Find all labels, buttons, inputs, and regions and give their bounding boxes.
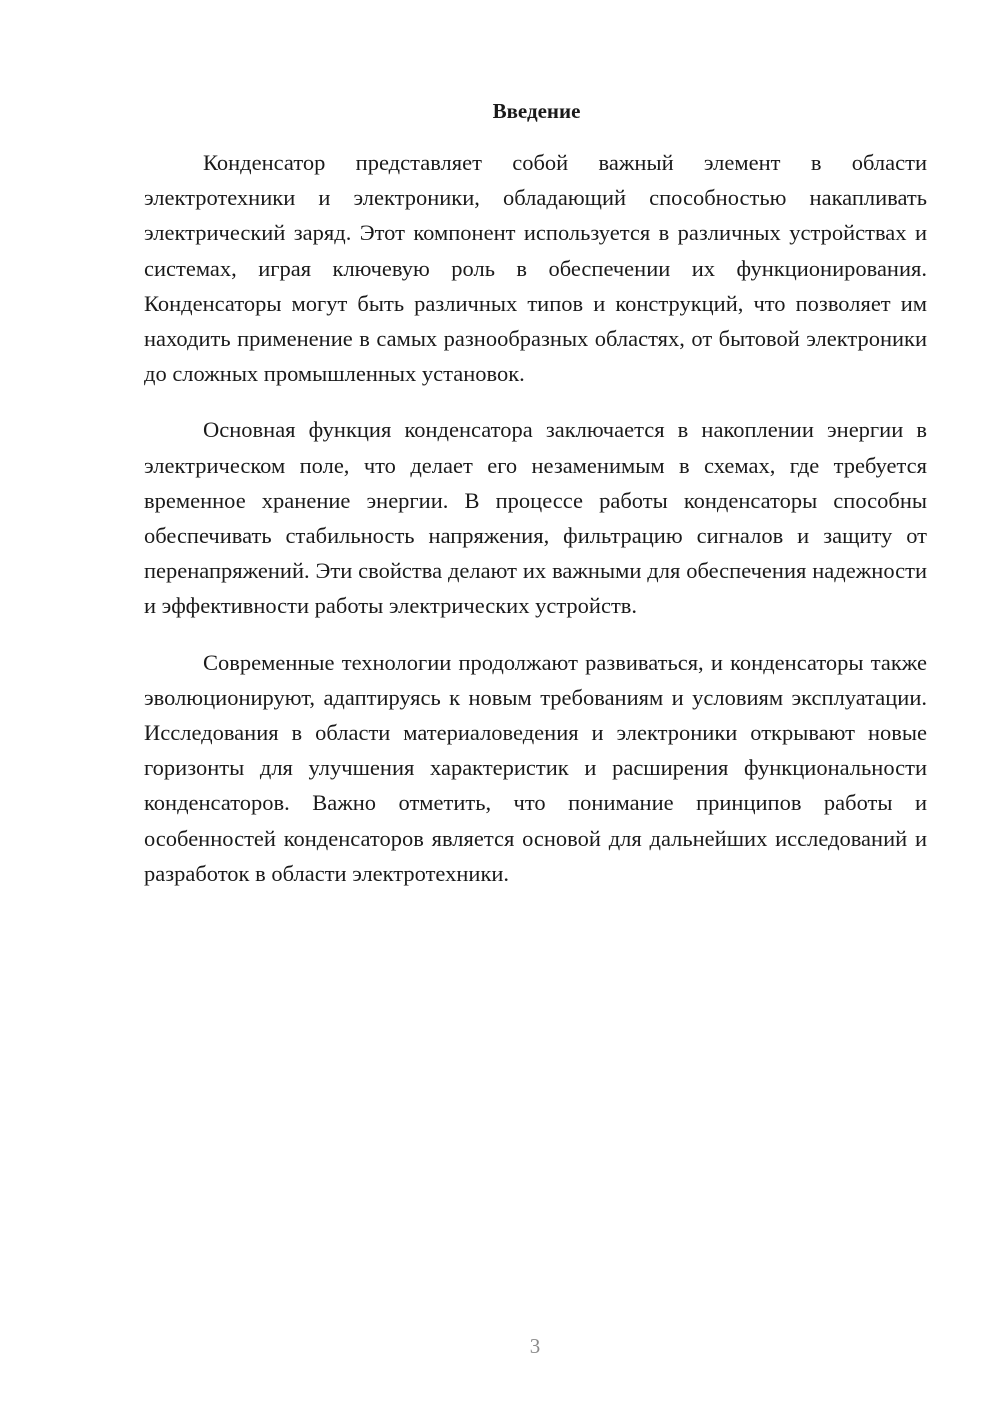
paragraph-2: Основная функция конденсатора заключается в накоплении энергии в электрическом поле, что делает его незаменимым в схемах, где требуется временное хранение энергии. В процессе работы конденсаторы способны обеспечивать стабильность напряжения, фильтрацию сигналов и защиту от перенапряжений. Эти свойства делают их важными для обеспечения надежности и эффективности работы электрических устройств. — [144, 417, 927, 619]
paragraph-3: Современные технологии продолжают развиваться, и конденсаторы также эволюционируют, адаптируясь к новым требованиям и условиям эксплуатации. Исследования в области материаловедения и электроники открывают новые горизонты для улучшения характеристик и расширения функциональности конденсаторов. Важно отметить, что понимание принципов работы и особенностей конденсаторов является основой для дальнейших исследований и разработок в области электротехники. — [144, 649, 927, 886]
paragraph-1: Конденсатор представляет собой важный элемент в области электротехники и электроники, обладающий способностью накапливать электрический заряд. Этот компонент используется в различных устройствах и системах, играя ключевую роль в обеспечении их функционирования. Конденсаторы могут быть различных типов и конструкций, что позволяет им находить применение в самых разнообразных областях, от бытовой электроники до сложных промышленных установок. — [144, 150, 927, 387]
page-content — [144, 97, 927, 912]
section-title: Введение — [492, 99, 581, 123]
page-number: 3 — [529, 1334, 541, 1358]
